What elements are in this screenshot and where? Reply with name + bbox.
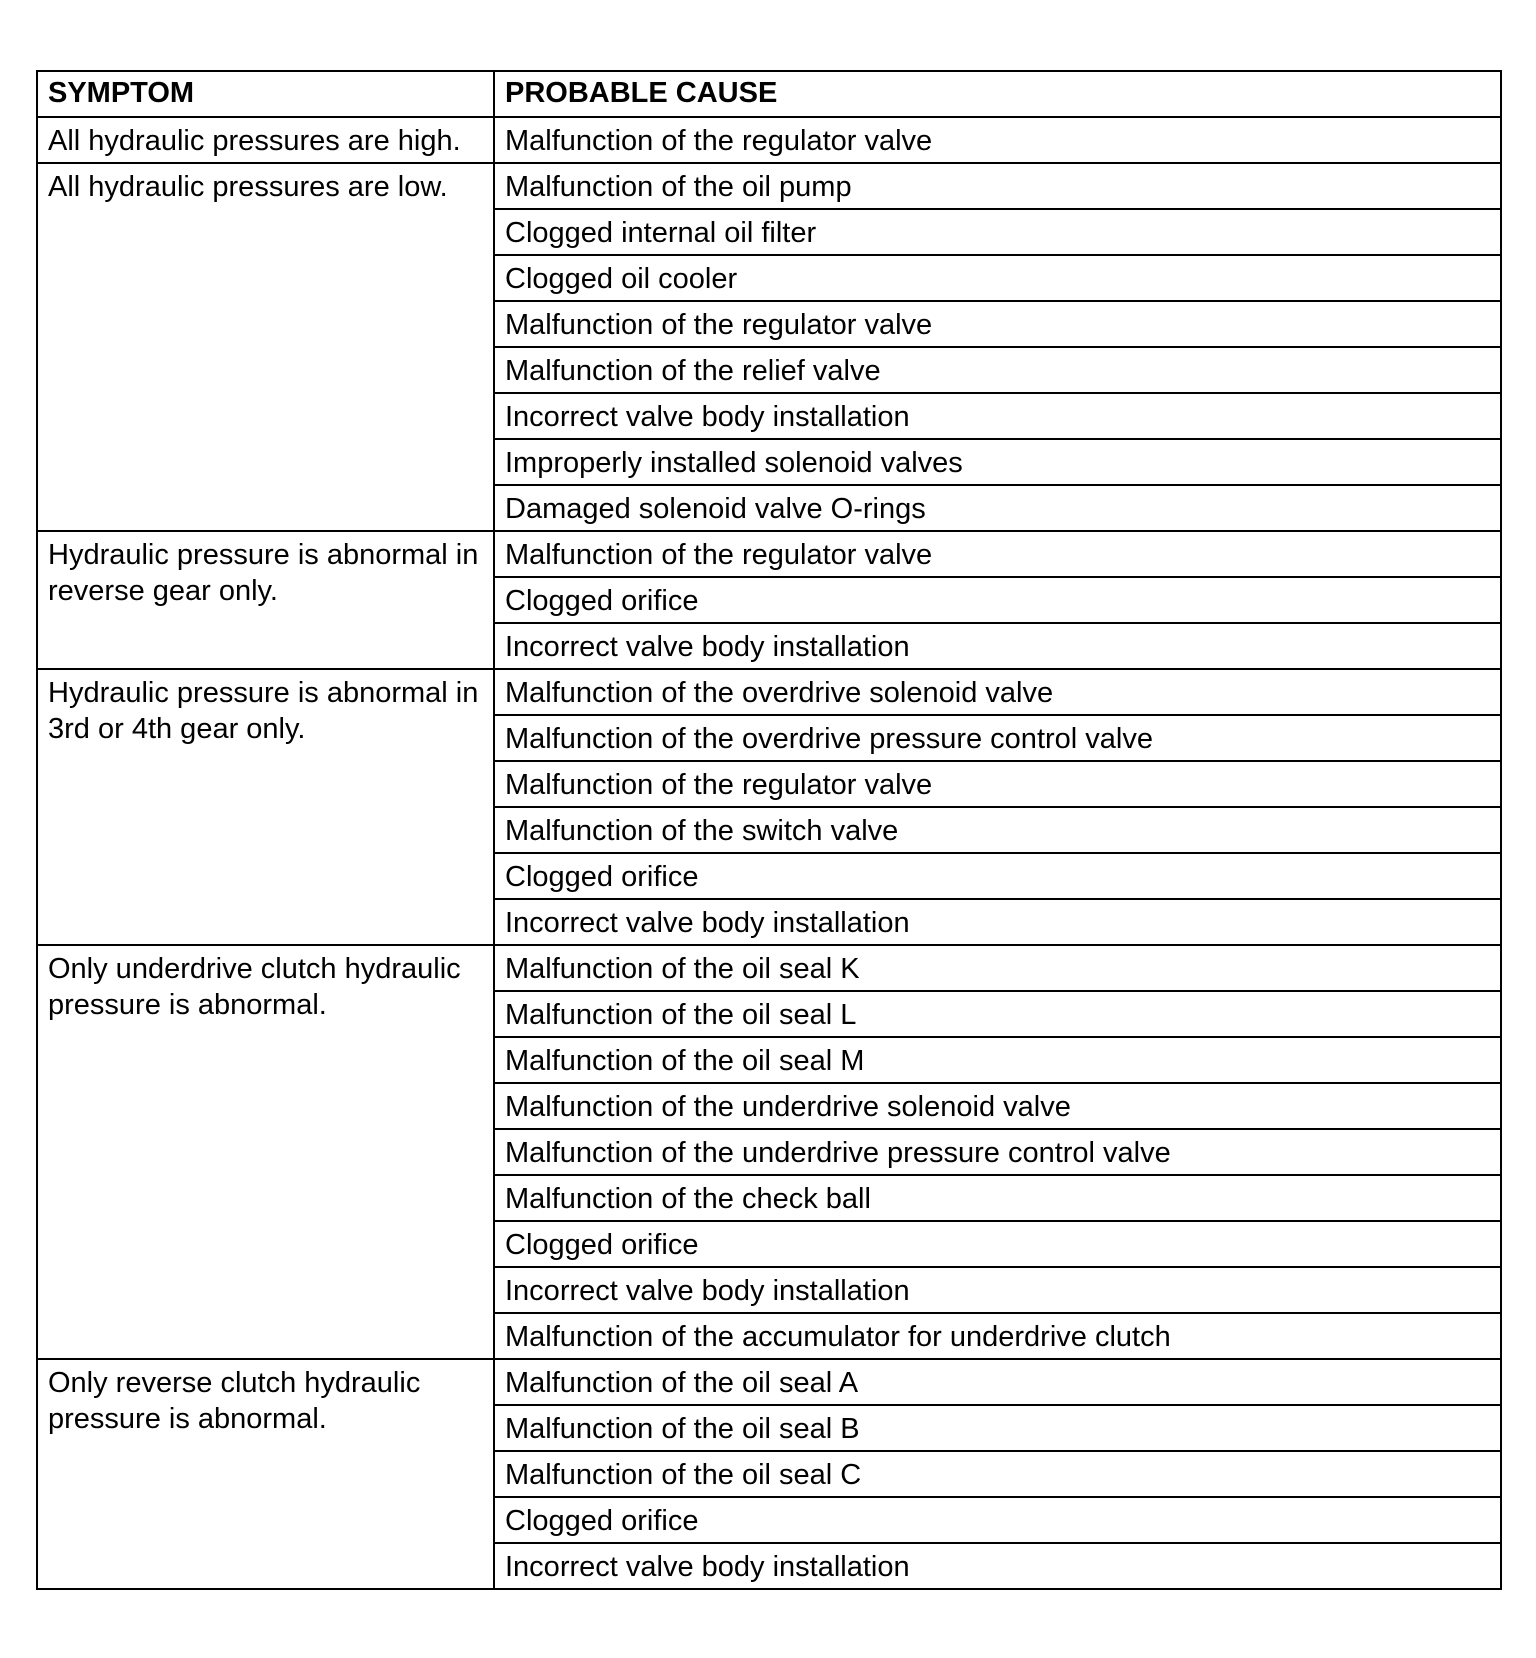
cause-cell: Malfunction of the oil seal L: [494, 991, 1501, 1037]
cause-cell: Malfunction of the check ball: [494, 1175, 1501, 1221]
cause-cell: Damaged solenoid valve O-rings: [494, 485, 1501, 531]
cause-cell: Clogged orifice: [494, 1221, 1501, 1267]
cause-cell: Malfunction of the oil seal K: [494, 945, 1501, 991]
cause-cell: Clogged orifice: [494, 853, 1501, 899]
cause-cell: Malfunction of the oil seal B: [494, 1405, 1501, 1451]
cause-cell: Incorrect valve body installation: [494, 623, 1501, 669]
cause-cell: Incorrect valve body installation: [494, 393, 1501, 439]
table-body: [37, 117, 1501, 1589]
header-probable-cause: PROBABLE CAUSE: [494, 71, 1501, 117]
cause-cell: Clogged oil cooler: [494, 255, 1501, 301]
cause-cell: Clogged orifice: [494, 577, 1501, 623]
cause-cell: Malfunction of the switch valve: [494, 807, 1501, 853]
symptom-cell: Hydraulic pressure is abnormal in reverse gear only.: [37, 531, 494, 669]
cause-cell: Malfunction of the accumulator for underdrive clutch: [494, 1313, 1501, 1359]
cause-cell: Clogged internal oil filter: [494, 209, 1501, 255]
cause-cell: Malfunction of the regulator valve: [494, 761, 1501, 807]
cause-cell: Malfunction of the relief valve: [494, 347, 1501, 393]
table-row: [37, 945, 1501, 991]
cause-cell: Malfunction of the oil pump: [494, 163, 1501, 209]
symptom-cell: All hydraulic pressures are low.: [37, 163, 494, 531]
cause-cell: Malfunction of the underdrive solenoid valve: [494, 1083, 1501, 1129]
cause-cell: Incorrect valve body installation: [494, 899, 1501, 945]
cause-cell: Malfunction of the regulator valve: [494, 117, 1501, 163]
table-row: [37, 1359, 1501, 1405]
symptom-cell: Only reverse clutch hydraulic pressure is abnormal.: [37, 1359, 494, 1589]
symptom-cell: Hydraulic pressure is abnormal in 3rd or 4th gear only.: [37, 669, 494, 945]
cause-cell: Incorrect valve body installation: [494, 1267, 1501, 1313]
cause-cell: Malfunction of the oil seal A: [494, 1359, 1501, 1405]
cause-cell: Incorrect valve body installation: [494, 1543, 1501, 1589]
cause-cell: Clogged orifice: [494, 1497, 1501, 1543]
table-row: [37, 163, 1501, 209]
table-row: [37, 669, 1501, 715]
cause-cell: Malfunction of the overdrive pressure control valve: [494, 715, 1501, 761]
cause-cell: Malfunction of the oil seal C: [494, 1451, 1501, 1497]
cause-cell: Malfunction of the underdrive pressure control valve: [494, 1129, 1501, 1175]
cause-cell: Malfunction of the regulator valve: [494, 531, 1501, 577]
cause-cell: Malfunction of the regulator valve: [494, 301, 1501, 347]
cause-cell: Improperly installed solenoid valves: [494, 439, 1501, 485]
table-row: [37, 117, 1501, 163]
diagnosis-table: [36, 70, 1502, 1590]
header-row: [37, 71, 1501, 117]
cause-cell: Malfunction of the oil seal M: [494, 1037, 1501, 1083]
table-row: [37, 531, 1501, 577]
symptom-cell: Only underdrive clutch hydraulic pressure is abnormal.: [37, 945, 494, 1359]
header-symptom: SYMPTOM: [37, 71, 494, 117]
cause-cell: Malfunction of the overdrive solenoid valve: [494, 669, 1501, 715]
symptom-cell: All hydraulic pressures are high.: [37, 117, 494, 163]
